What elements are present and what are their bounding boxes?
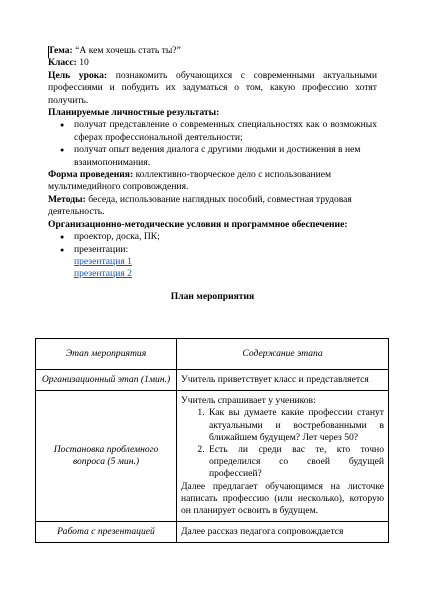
goal-value: познакомить обучающихся с современными актуальными профессиями и побудить их задуматься о том, какую профессию хотят получить. xyxy=(48,69,377,106)
results-list xyxy=(48,119,377,169)
plan-title: План мероприятия xyxy=(170,290,255,302)
table-row xyxy=(36,391,389,522)
content-cell: Далее рассказ педагога сопровождается xyxy=(177,522,389,543)
topic-value: “А кем хочешь стать ты?” xyxy=(72,45,181,56)
methods-label: Методы: xyxy=(48,193,86,205)
form-label: Форма проведения: xyxy=(48,169,134,181)
goal-label: Цель урока: xyxy=(48,69,108,81)
goal-line xyxy=(48,70,377,107)
table-header-row xyxy=(36,339,389,370)
stage-cell: Постановка проблемного вопроса (5 мин.) xyxy=(36,391,177,522)
question-item: 1. Как вы думаете какие профессии станут актуальными и востребованными в ближайшем будущем? Лет через 50? xyxy=(207,407,384,444)
header-stage: Этап мероприятия xyxy=(36,339,177,370)
question-list xyxy=(181,407,384,480)
stage-cell: Организационный этап (1мин.) xyxy=(36,370,177,391)
conditions-heading: Организационно-методические условия и программное обеспечение: xyxy=(48,218,348,230)
conditions-list xyxy=(48,231,377,256)
results-heading: Планируемые личностные результаты: xyxy=(48,107,220,119)
content-cell: Учитель приветствует класс и представляется xyxy=(177,370,389,391)
header-content: Содержание этапа xyxy=(177,339,389,370)
question-item: 2. Есть ли среди вас те, кто точно определился со своей будущей профессией? xyxy=(207,444,384,481)
topic-label: Тема: xyxy=(48,45,73,56)
methods-value: беседа, использование наглядных пособий, совместная трудовая деятельность. xyxy=(48,193,352,218)
methods-line xyxy=(48,194,377,219)
table-row xyxy=(36,370,389,391)
table-row xyxy=(36,522,389,543)
plan-table xyxy=(35,338,389,543)
presentation-links xyxy=(48,256,377,281)
results-item: ● получат представление о современных специальностях как о возможных сферах профессиональной деятельности; xyxy=(48,119,377,144)
form-line xyxy=(48,169,377,194)
topic-line xyxy=(48,45,377,57)
conditions-item: ● презентации: xyxy=(48,244,377,256)
stage-cell: Работа с презентацией xyxy=(36,522,177,543)
results-item: ● получат опыт ведения диалога с другими людьми и достижения в нем взаимопонимания. xyxy=(48,144,377,169)
form-value: коллективно-творческое дело с использованием мультимедийного сопровождения. xyxy=(48,169,332,193)
grade-label: Класс: xyxy=(48,57,77,69)
content-intro: Учитель спрашивает у учеников: xyxy=(181,395,316,407)
grade-value: 10 xyxy=(76,57,89,69)
presentation-link-2[interactable]: презентация 2 xyxy=(74,268,132,280)
presentation-link-1[interactable]: презентация 1 xyxy=(74,255,132,267)
content-cell xyxy=(177,391,389,522)
lesson-header xyxy=(48,45,377,303)
conditions-item: ● проектор, доска, ПК; xyxy=(48,231,377,243)
content-outro: Далее предлагает обучающимся на листочке написать профессию (или несколько), которую он планирует освоить в будущем. xyxy=(181,480,384,517)
grade-line xyxy=(48,57,377,69)
